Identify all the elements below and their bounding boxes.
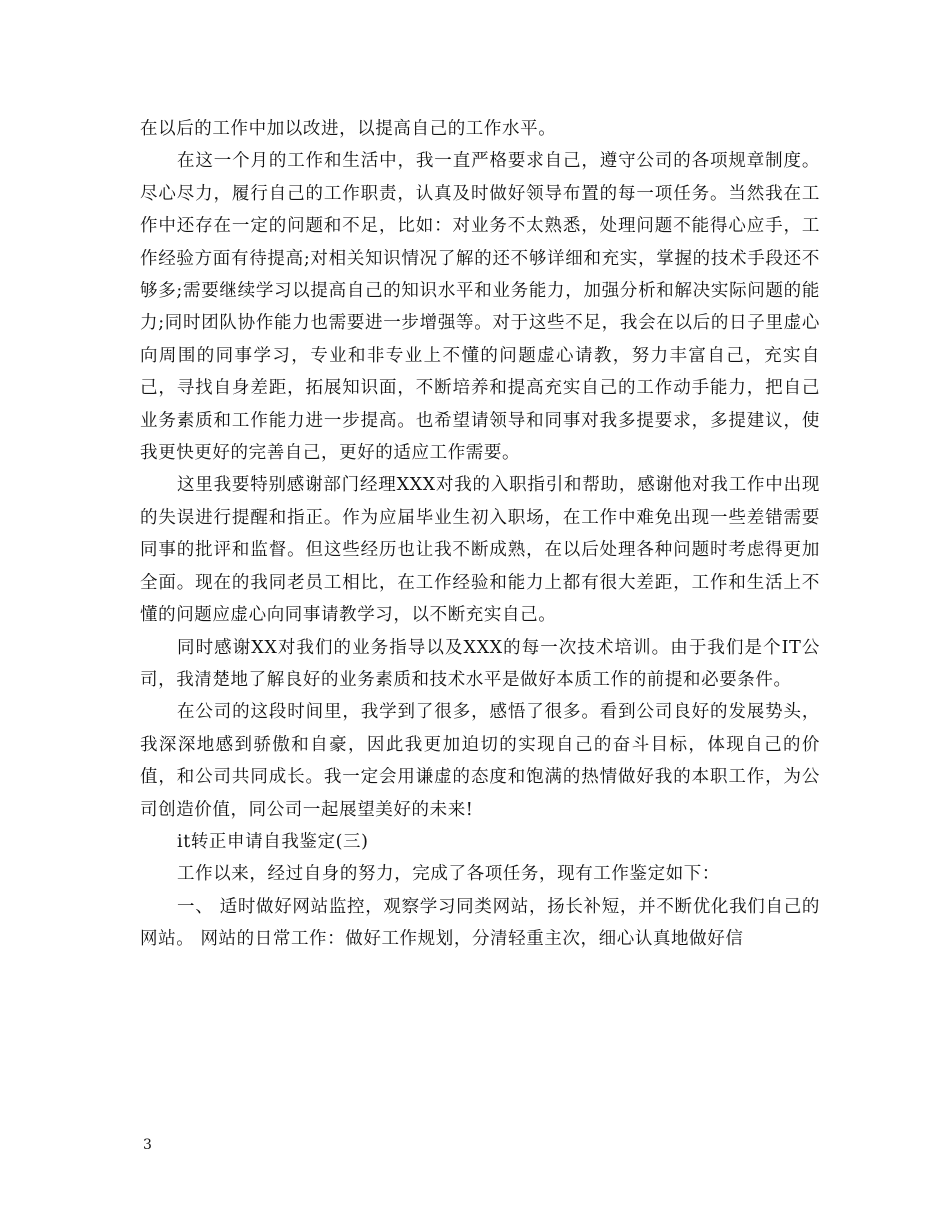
paragraph-item-one: 一、 适时做好网站监控，观察学习同类网站，扬长补短，并不断优化我们自己的网站。 网站的日常工作：做好工作规划，分清轻重主次，细心认真地做好信 bbox=[140, 896, 820, 950]
paragraph-company-growth: 在公司的这段时间里，我学到了很多，感悟了很多。看到公司良好的发展势头，我深深地感到骄傲和自豪，因此我更加迫切的实现自己的奋斗目标，体现自己的价值，和公司共同成长。我一定会用谦虚的态度和饱满的热情做好我的本职工作，为公司创造价值，同公司一起展望美好的未来! bbox=[140, 702, 820, 820]
paragraph-thanks-manager: 这里我要特别感谢部门经理XXX对我的入职指引和帮助，感谢他对我工作中出现的失误进行提醒和指正。作为应届毕业生初入职场，在工作中难免出现一些差错需要同事的批评和监督。但这些经历也让我不断成熟，在以后处理各种问题时考虑得更加全面。现在的我同老员工相比，在工作经验和能力上都有很大差距，工作和生活上不懂的问题应虚心向同事请教学习，以不断充实自己。 bbox=[140, 475, 820, 626]
paragraph-intro: 工作以来，经过自身的努力，完成了各项任务，现有工作鉴定如下： bbox=[177, 864, 720, 885]
paragraph-self-assessment: 在这一个月的工作和生活中，我一直严格要求自己，遵守公司的各项规章制度。尽心尽力，履行自己的工作职责，认真及时做好领导布置的每一项任务。当然我在工作中还存在一定的问题和不足，比如：对业务不太熟悉，处理问题不能得心应手，工作经验方面有待提高;对相关知识情况了解的还不够详细和充实，掌握的技术手段还不够多;需要继续学习以提高自己的知识水平和业务能力，加强分析和解决实际问题的能力;同时团队协作能力也需要进一步增强等。对于这些不足，我会在以后的日子里虚心向周围的同事学习，专业和非专业上不懂的问题虚心请教，努力丰富自己，充实自己，寻找自身差距，拓展知识面，不断培养和提高充实自己的工作动手能力，把自己业务素质和工作能力进一步提高。也希望请领导和同事对我多提要求，多提建议，使我更快更好的完善自己，更好的适应工作需要。 bbox=[140, 151, 820, 464]
paragraph-continuation: 在以后的工作中加以改进，以提高自己的工作水平。 bbox=[140, 119, 557, 139]
body-text bbox=[140, 113, 820, 956]
page-number: 3 bbox=[143, 1137, 152, 1153]
section-heading: it转正申请自我鉴定(三) bbox=[177, 831, 369, 852]
paragraph-thanks-training: 同时感谢XX对我们的业务指导以及XXX的每一次技术培训。由于我们是个IT公司，我清楚地了解良好的业务素质和技术水平是做好本质工作的前提和必要条件。 bbox=[140, 637, 820, 690]
